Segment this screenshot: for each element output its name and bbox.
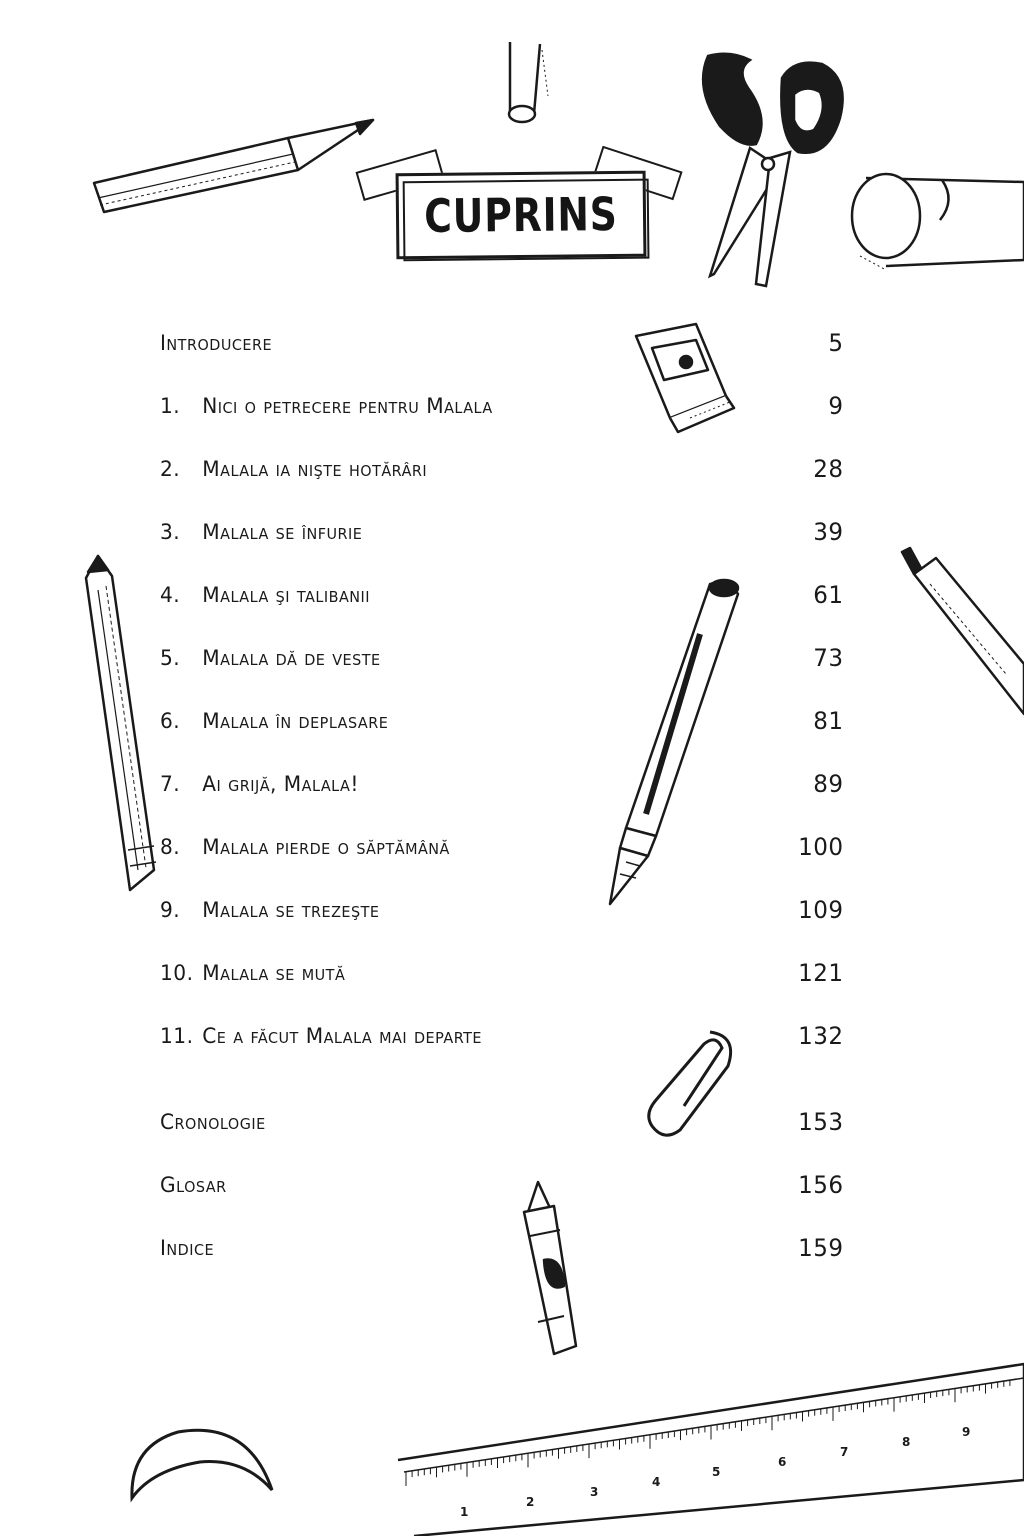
ruler-mark: 9: [962, 1425, 971, 1439]
toc-entry: [160, 633, 844, 683]
toc-entry: [160, 822, 844, 872]
toc-entry-title: Malala se înfurie: [202, 520, 363, 544]
toc-entry-title: Malala şi talibanii: [202, 583, 371, 607]
ruler-icon: [394, 1360, 1024, 1536]
toc-entry-title: Glosar: [160, 1173, 227, 1197]
toc-entry-page: 153: [798, 1108, 844, 1136]
toc-entry-number: 8.: [160, 835, 181, 859]
toc-entry-title: Nici o petrecere pentru Malala: [202, 394, 493, 418]
toc-entry-number: 6.: [160, 709, 181, 733]
toc-entry-title: Malala dă de veste: [202, 646, 381, 670]
toc-entry-title: Ce a făcut Malala mai departe: [202, 1024, 483, 1048]
toc-entry-page: 39: [813, 518, 844, 546]
ruler-mark: 8: [902, 1435, 911, 1449]
toc-entry-page: 109: [798, 896, 844, 924]
toc-entry-title: Ai grijă, Malala!: [202, 772, 359, 796]
toc-entry: [160, 1223, 844, 1273]
toc-entry-page: 73: [813, 644, 844, 672]
toc-entry: [160, 570, 844, 620]
ruler-mark: 7: [840, 1445, 849, 1459]
toc-entry-number: 5.: [160, 646, 181, 670]
toc-entry-page: 9: [828, 392, 844, 420]
pencil-vertical-icon: [76, 550, 166, 900]
toc-entry-title: Malala ia nişte hotărâri: [202, 457, 428, 481]
toc-entry-page: 5: [828, 329, 844, 357]
pencil-icon: [88, 108, 378, 218]
toc-entry-title: Indice: [160, 1236, 215, 1260]
toc-entry-title: Malala în deplasare: [202, 709, 389, 733]
toc-entry-number: 7.: [160, 772, 181, 796]
ruler-mark: 5: [712, 1465, 721, 1479]
toc-entry-number: 4.: [160, 583, 181, 607]
toc-entry: [160, 1160, 844, 1210]
toc-entry: [160, 381, 844, 431]
toc-entry-page: 61: [813, 581, 844, 609]
rubber-band-icon: [120, 1416, 286, 1526]
scissors-icon: [690, 48, 860, 298]
toc-entry-page: 156: [798, 1171, 844, 1199]
tape-roll-icon: [846, 160, 1024, 280]
toc-entry-number: 10.: [160, 961, 194, 985]
toc-entry-number: 9.: [160, 898, 181, 922]
toc-entry-page: 81: [813, 707, 844, 735]
toc-entry-page: 159: [798, 1234, 844, 1262]
toc-entry-title: Cronologie: [160, 1110, 266, 1134]
toc-entry-page: 100: [798, 833, 844, 861]
title-box: [396, 171, 647, 260]
toc-entry: [160, 696, 844, 746]
toc-entry-page: 121: [798, 959, 844, 987]
toc-entry-title: Malala se mută: [202, 961, 346, 985]
toc-entry-number: 3.: [160, 520, 181, 544]
chalk-icon: [496, 36, 556, 128]
page-title: CUPRINS: [423, 186, 619, 244]
toc-entry-title: Malala se trezeşte: [202, 898, 380, 922]
toc-entry: [160, 948, 844, 998]
toc-entry: [160, 318, 844, 368]
marker-icon: [896, 544, 1024, 724]
toc-entry-title: Malala pierde o săptămână: [202, 835, 450, 859]
ruler-mark: 3: [590, 1485, 599, 1499]
toc-entry-number: 11.: [160, 1024, 194, 1048]
toc-entry-page: 132: [798, 1022, 844, 1050]
toc-entry-number: 1.: [160, 394, 181, 418]
toc-entry: [160, 507, 844, 557]
toc-entry: [160, 1097, 844, 1147]
ruler-mark: 1: [460, 1505, 469, 1519]
toc-entry: [160, 1011, 844, 1061]
ruler-mark: 6: [778, 1455, 787, 1469]
ruler-mark: 2: [526, 1495, 535, 1509]
toc-entry: [160, 885, 844, 935]
toc-entry-page: 89: [813, 770, 844, 798]
toc-entry-page: 28: [813, 455, 844, 483]
toc-entry: [160, 444, 844, 494]
toc-entry-number: 2.: [160, 457, 181, 481]
toc-entry-title: Introducere: [160, 331, 273, 355]
ruler-mark: 4: [652, 1475, 661, 1489]
toc-entry: [160, 759, 844, 809]
